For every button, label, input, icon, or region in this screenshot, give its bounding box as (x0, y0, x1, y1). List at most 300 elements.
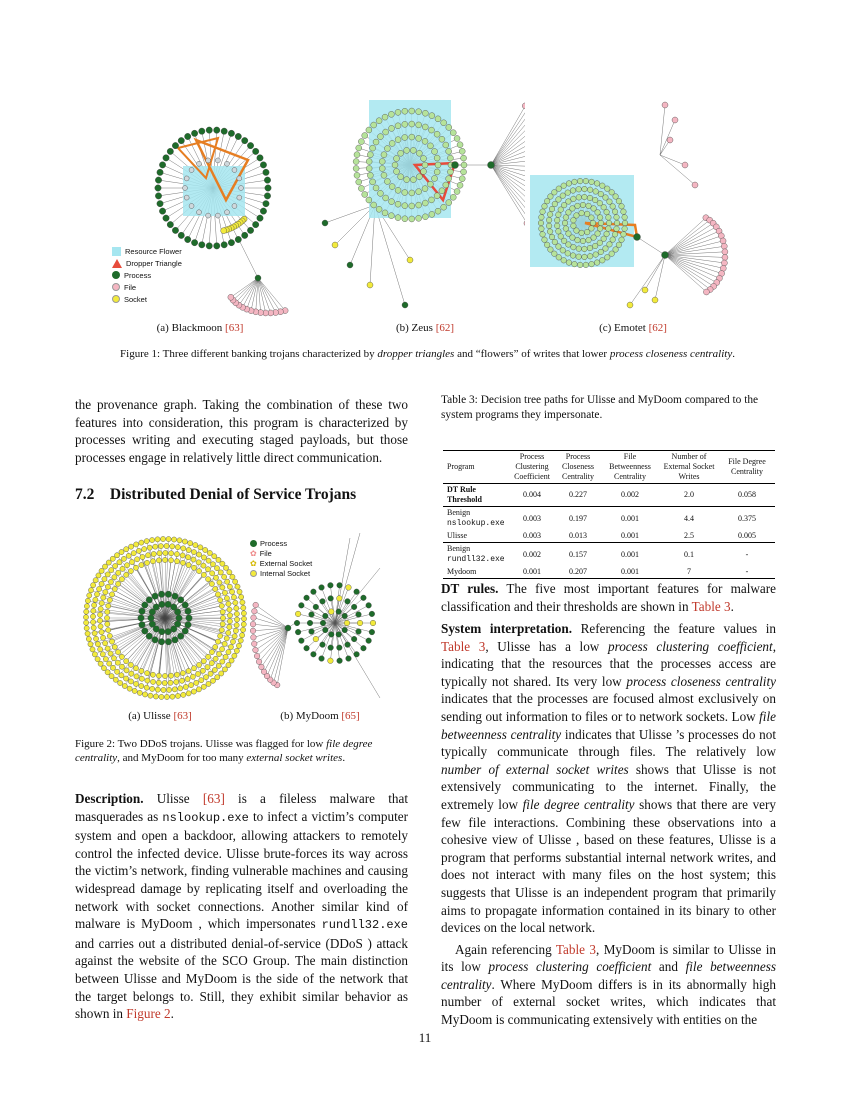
graph-node (409, 216, 415, 222)
graph-node (597, 226, 603, 232)
graph-node (203, 547, 208, 552)
graph-node (358, 139, 364, 145)
graph-node (304, 595, 310, 601)
graph-node (591, 235, 597, 241)
section-title: Distributed Denial of Service Trojans (109, 486, 357, 503)
graph-node (165, 591, 171, 597)
graph-node (593, 252, 599, 258)
graph-node (367, 152, 373, 158)
text: indicates that Ulisse ’s processes do not typically communicate through files. The relatively low (441, 726, 777, 760)
graph-node (367, 282, 373, 288)
graph-node (594, 260, 600, 266)
graph-node (421, 155, 427, 161)
graph-node (561, 183, 567, 189)
graph-node (129, 559, 134, 564)
graph-node (96, 586, 101, 591)
table-row-threshold (443, 484, 775, 507)
graph-node (103, 641, 108, 646)
graph-node (556, 186, 562, 192)
table-link[interactable]: Table 3 (691, 598, 731, 614)
graph-node (203, 675, 208, 680)
graph-node (208, 671, 213, 676)
code-nslookup: nslookup.exe (162, 810, 249, 825)
graph-node (307, 620, 313, 626)
graph-edge (665, 252, 725, 255)
graph-node (253, 602, 259, 608)
graph-node (114, 669, 119, 674)
graph-node (124, 563, 129, 568)
graph-node (416, 109, 422, 115)
table-cell: DT Rule Threshold (447, 485, 482, 504)
graph-node (84, 626, 89, 631)
table-row (443, 566, 775, 579)
graph-node (226, 601, 231, 606)
graph-node (580, 202, 586, 208)
text: Again referencing (455, 941, 556, 957)
graph-edge (270, 628, 288, 680)
graph-node (434, 169, 440, 175)
table-cell-code: nslookup.exe (447, 519, 505, 528)
graph-node (94, 592, 99, 597)
citation-link[interactable]: [62] (648, 322, 667, 334)
graph-node (106, 560, 111, 565)
graph-node (600, 257, 606, 263)
graph-node (328, 582, 334, 588)
graph-node (138, 615, 144, 621)
legend-item (112, 293, 212, 305)
graph-node (201, 555, 206, 560)
table-link[interactable]: Table 3 (441, 638, 486, 654)
graph-node (98, 624, 103, 629)
text: Referencing the feature values in (572, 621, 776, 636)
caption-text: . (732, 348, 735, 360)
graph-node (219, 646, 224, 651)
graph-node (576, 186, 582, 192)
graph-node (622, 220, 628, 226)
citation-link[interactable]: [62] (435, 322, 455, 334)
graph-node (122, 683, 127, 688)
graph-node (263, 200, 269, 206)
legend-label: File (259, 548, 272, 558)
paragraph: the provenance graph. Taking the combination of these two features into consideration, this program is characterized by processes writing and executing staged payloads, but those processes engage in relatively little direct communication. (75, 397, 408, 465)
table-header: Number of External Socket Writes (663, 452, 715, 481)
graph-node (361, 595, 367, 601)
graph-node (206, 158, 211, 163)
graph-node (410, 147, 416, 153)
graph-node (721, 243, 727, 249)
graph-node (579, 210, 585, 216)
graph-node (539, 214, 545, 220)
graph-node (223, 565, 228, 570)
graph-node (210, 678, 215, 683)
citation-link[interactable]: [65] (341, 710, 360, 722)
graph-node (447, 155, 453, 161)
graph-node (123, 676, 128, 681)
graph-node (589, 179, 595, 185)
caption-emphasis: dropper triangles (377, 348, 455, 360)
socket-dot-icon (112, 295, 120, 303)
text: and (651, 959, 686, 975)
graph-node (597, 215, 603, 221)
graph-node (313, 604, 319, 610)
graph-node (190, 674, 195, 679)
graph-node (373, 139, 379, 145)
graph-node (98, 606, 103, 611)
graph-node (587, 195, 593, 201)
graph-node (434, 131, 440, 137)
graph-node (225, 161, 230, 166)
graph-node (172, 227, 178, 233)
legend-item (250, 538, 340, 548)
graph-node (221, 242, 227, 248)
graph-node (251, 635, 257, 641)
graph-node (427, 181, 433, 187)
graph-node (112, 644, 117, 649)
graph-node (158, 639, 164, 645)
graph-node (409, 190, 415, 196)
graph-node (182, 539, 187, 544)
graph-node (92, 652, 97, 657)
graph-node (260, 208, 266, 214)
graph-node (554, 223, 560, 229)
graph-node (586, 203, 592, 209)
graph-edge (258, 278, 285, 311)
legend-label: Process (124, 270, 152, 280)
graph-node (115, 660, 120, 665)
graph-node (233, 579, 238, 584)
graph-node (601, 204, 607, 210)
graph-node (571, 244, 577, 250)
graph-node (199, 128, 205, 134)
graph-node (579, 230, 585, 236)
graph-node (91, 608, 96, 613)
graph-node (446, 200, 452, 206)
graph-node (259, 664, 265, 670)
graph-node (115, 649, 120, 654)
graph-node (110, 556, 115, 561)
graph-node (422, 138, 428, 144)
table-cell: 2.5 (684, 531, 694, 540)
graph-node (565, 251, 571, 257)
graph-node (91, 625, 96, 630)
citation-link[interactable]: [63] (173, 710, 192, 722)
graph-node (604, 209, 610, 215)
graph-node (682, 162, 688, 168)
graph-node (416, 150, 422, 156)
graph-node (221, 228, 227, 234)
graph-edge (233, 278, 258, 300)
graph-node (162, 557, 167, 562)
figure-link[interactable]: Figure 2 (126, 1006, 171, 1022)
table-cell: Benign (447, 544, 471, 553)
graph-node (566, 181, 572, 187)
graph-node (263, 169, 269, 175)
graph-node (345, 599, 351, 605)
graph-node (336, 609, 342, 615)
graph-node (168, 680, 173, 685)
graph-edge (253, 624, 288, 628)
graph-node (319, 656, 325, 662)
graph-node (218, 570, 223, 575)
graph-node (582, 254, 588, 260)
graph-node (213, 644, 218, 649)
graph-node (582, 194, 588, 200)
graph-node (163, 215, 169, 221)
graph-node (210, 562, 215, 567)
citation-link[interactable]: [63] (225, 322, 244, 334)
graph-node (99, 630, 104, 635)
graph-node (457, 142, 463, 148)
graph-node (163, 550, 168, 555)
graph-node (586, 237, 592, 243)
graph-node (571, 223, 577, 229)
graph-node (215, 158, 220, 163)
graph-node (722, 254, 728, 260)
graph-node (113, 563, 118, 568)
graph-node (311, 589, 317, 595)
graph-edge (660, 105, 665, 155)
table-cell: 0.227 (569, 490, 587, 499)
graph-node (627, 302, 633, 308)
graph-node (182, 628, 188, 634)
graph-node (452, 162, 459, 169)
graph-node (252, 608, 258, 614)
graph-node (232, 168, 237, 173)
graph-node (256, 659, 262, 665)
graph-node (234, 623, 239, 628)
text: and carries out a distributed denial-of-service (DDoS ) attack against the website of the SCO Group. The main distinction between Ulisse and MyDoom is the side of the network that the target belongs to. Still, they exhibit similar behavior as shown in (75, 935, 408, 1022)
graph-node (369, 611, 375, 617)
graph-node (377, 134, 383, 140)
graph-node (404, 147, 410, 153)
graph-node (398, 174, 404, 180)
graph-node (409, 121, 415, 127)
graph-node (165, 628, 171, 634)
graph-node (107, 597, 112, 602)
left-column-top-paragraph (75, 396, 408, 466)
graph-node (616, 242, 622, 248)
caption-text: and “flowers” of writes that lower (454, 348, 610, 360)
graph-node (389, 125, 395, 131)
graph-node (242, 232, 248, 238)
graph-edge (491, 165, 525, 223)
table-cell: 0.001 (621, 513, 639, 523)
graph-node (402, 134, 408, 140)
graph-node (174, 672, 179, 677)
graph-node (178, 633, 184, 639)
graph-node (165, 601, 171, 607)
graph-node (178, 232, 184, 238)
table-cell: 0.003 (523, 513, 541, 523)
graph-node (389, 199, 395, 205)
graph-node (354, 172, 360, 178)
graph-node (542, 237, 548, 243)
graph-node (172, 637, 178, 643)
graph-node (148, 693, 153, 698)
graph-node (180, 553, 185, 558)
graph-node (174, 552, 179, 557)
graph-node (594, 181, 600, 187)
graph-node (606, 215, 612, 221)
graph-node (119, 654, 124, 659)
graph-node (593, 189, 599, 195)
graph-node (139, 668, 144, 673)
graph-node (370, 179, 376, 185)
graph-node (252, 148, 258, 154)
graph-node (576, 246, 582, 252)
graph-node (231, 595, 236, 600)
graph-node (422, 162, 428, 168)
graph-node (180, 560, 185, 565)
graph-node (354, 589, 360, 595)
table-link[interactable]: Table 3 (555, 941, 596, 957)
graph-node (398, 150, 404, 156)
graph-node (168, 558, 173, 563)
graph-node (219, 603, 224, 608)
figure1-subcaption-c (563, 322, 703, 334)
graph-node (149, 537, 154, 542)
graph-node (105, 572, 110, 577)
text: shows that Ulisse is not extensively communicating to the internet. Finally, the extremely low (441, 761, 776, 812)
graph-node (612, 232, 618, 238)
graph-node (416, 189, 422, 195)
graph-edge (665, 255, 717, 283)
graph-node (584, 229, 590, 235)
graph-node (459, 176, 465, 182)
graph-node (552, 201, 558, 207)
graph-node (416, 174, 422, 180)
graph-node (257, 215, 263, 221)
graph-node (409, 203, 415, 209)
graph-node (131, 551, 136, 556)
graph-node (188, 541, 193, 546)
graph-node (264, 177, 270, 183)
graph-node (139, 676, 144, 681)
graph-node (233, 628, 238, 633)
graph-node (153, 694, 158, 699)
graph-node (332, 242, 338, 248)
graph-node (219, 671, 224, 676)
caption-emphasis: file degree centrality (75, 738, 373, 764)
graph-node (224, 636, 229, 641)
caption-emphasis: process closeness centrality (609, 348, 733, 360)
graph-node (205, 567, 210, 572)
graph-node (99, 568, 104, 573)
graph-node (88, 588, 93, 593)
graph-node (402, 203, 408, 209)
graph-node (358, 185, 364, 191)
graph-node (309, 612, 315, 618)
graph-node (159, 694, 164, 699)
graph-edge (256, 605, 288, 628)
graph-node (250, 628, 256, 634)
graph-node (379, 166, 385, 172)
graph-node (163, 155, 169, 161)
graph-node (443, 182, 449, 188)
graph-node (109, 567, 114, 572)
graph-node (85, 631, 90, 636)
graph-node (100, 635, 105, 640)
graph-node (109, 592, 114, 597)
graph-node (189, 682, 194, 687)
graph-node (407, 257, 413, 263)
graph-node (583, 178, 589, 184)
graph-node (250, 621, 256, 627)
graph-node (607, 199, 613, 205)
graph-node (198, 545, 203, 550)
figure2-legend (250, 538, 340, 578)
graph-node (393, 155, 399, 161)
table-header: File Betweenness Centrality (609, 452, 651, 481)
graph-node (214, 566, 219, 571)
graph-node (223, 654, 228, 659)
graph-node (189, 168, 194, 173)
graph-node (191, 689, 196, 694)
graph-node (366, 197, 372, 203)
graph-node (224, 596, 229, 601)
graph-node (201, 563, 206, 568)
graph-node (189, 203, 194, 208)
graph-node (119, 673, 124, 678)
graph-node (145, 678, 150, 683)
citation-link[interactable]: [63] (202, 791, 225, 806)
caption-emphasis: external socket writes (246, 752, 343, 764)
graph-edge (637, 237, 665, 255)
graph-node (92, 631, 97, 636)
graph-node (595, 210, 601, 216)
graph-node (667, 137, 673, 143)
legend-label: Process (260, 538, 288, 548)
table-cell: 0.207 (569, 567, 587, 576)
graph-node (155, 193, 161, 199)
table-cell: 0.013 (569, 531, 587, 540)
graph-node (92, 603, 97, 608)
graph-node (85, 598, 90, 603)
graph-node (186, 547, 191, 552)
graph-node (582, 246, 588, 252)
graph-node (251, 641, 257, 647)
graph-node (322, 220, 328, 226)
graph-node (606, 220, 612, 226)
graph-node (201, 572, 206, 577)
graph-node (587, 253, 593, 259)
graph-node (556, 244, 562, 250)
graph-node (234, 606, 239, 611)
graph-node (285, 625, 291, 631)
external-socket-icon: ✿ (250, 558, 257, 568)
graph-node (170, 544, 175, 549)
graph-node (376, 118, 382, 124)
graph-node (328, 632, 334, 638)
graph-node (132, 688, 137, 693)
internal-socket-icon (250, 570, 257, 577)
graph-node (353, 165, 359, 171)
caption-text: . (342, 752, 346, 764)
graph-node (395, 215, 401, 221)
emphasis: file betweenness centrality (441, 959, 777, 992)
graph-node (127, 686, 132, 691)
graph-node (196, 568, 201, 573)
graph-edge (665, 246, 724, 255)
graph-node (616, 198, 622, 204)
graph-edge (258, 278, 280, 312)
graph-node (549, 206, 555, 212)
graph-node (443, 142, 449, 148)
graph-node (151, 551, 156, 556)
graph-node (225, 579, 230, 584)
table-row (443, 507, 775, 531)
graph-node (206, 213, 211, 218)
